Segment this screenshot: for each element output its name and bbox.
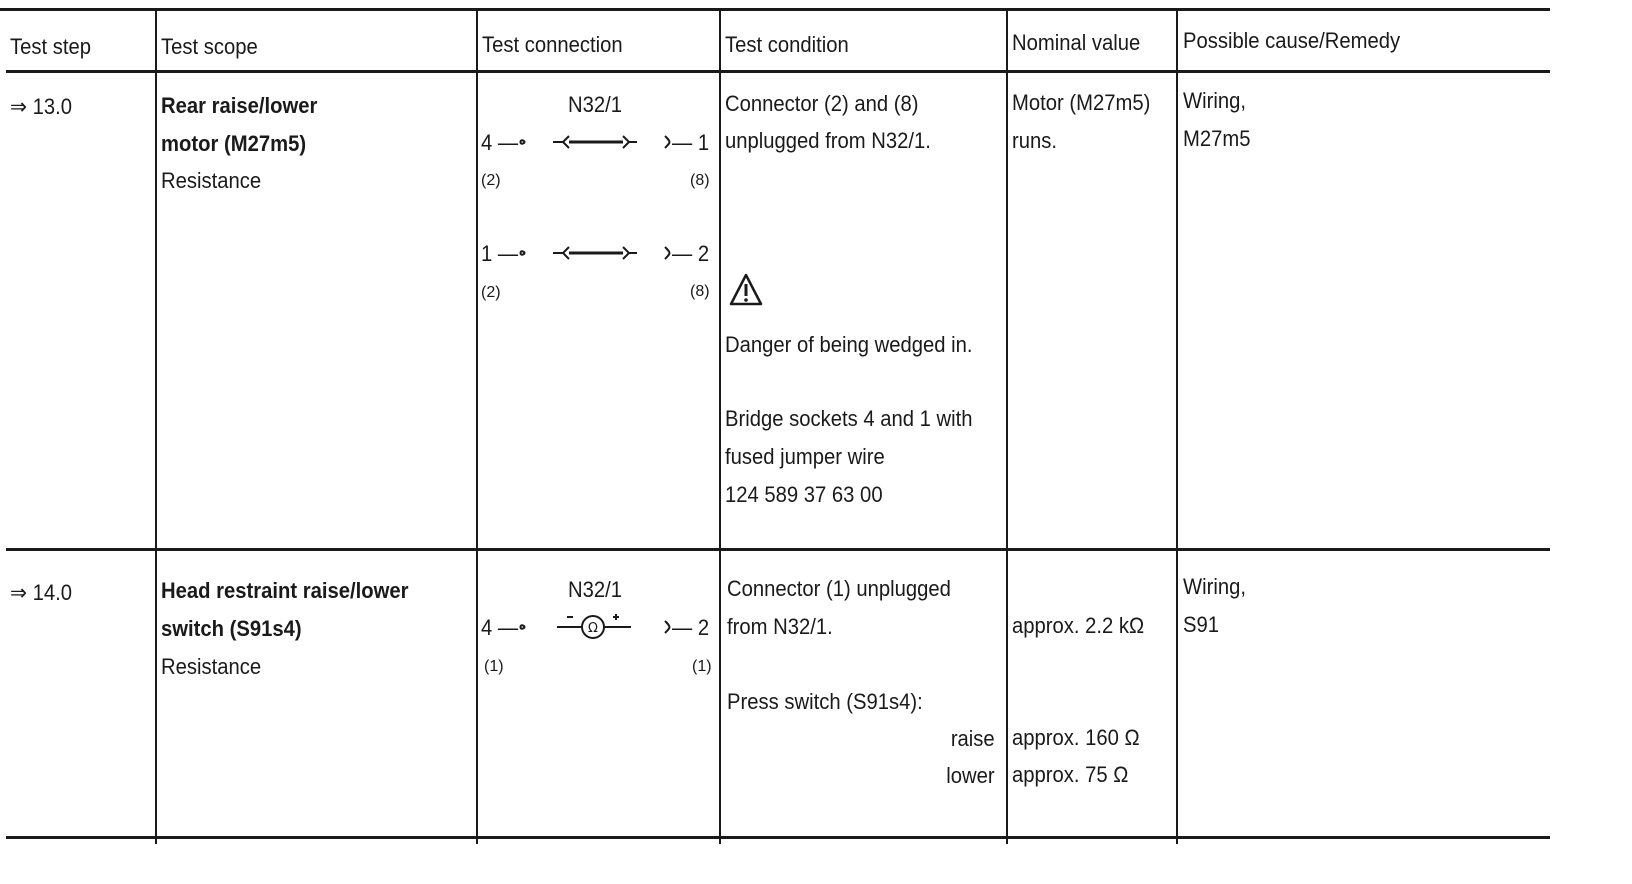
row-13-scope-line2: motor (M27m5) (161, 131, 307, 156)
row-14-condition-line2: from N32/1. (727, 614, 833, 639)
row-13-pair1-left: 4 — (481, 130, 519, 155)
row-14-connection-left: 4 — (481, 615, 519, 640)
row-13-pair2-left: 1 — (481, 241, 519, 266)
row-14-step: ⇒ 14.0 (10, 580, 72, 605)
row-13-condition-bridge1: Bridge sockets 4 and 1 with (725, 406, 973, 431)
row-14-cause-line2: S91 (1183, 612, 1220, 637)
col-divider-5 (1176, 8, 1178, 844)
row-14-scope-line3: Resistance (161, 654, 262, 679)
table-bottom-rule (6, 836, 1550, 839)
header-bottom-rule (6, 70, 1550, 73)
col-divider-4 (1006, 8, 1008, 844)
row-14-scope-line2: switch (S91s4) (161, 616, 302, 641)
row-13-condition-bridge3: 124 589 37 63 00 (725, 482, 883, 507)
header-possible-cause: Possible cause/Remedy (1183, 28, 1401, 53)
header-test-connection: Test connection (482, 32, 623, 57)
row-14-condition-line1: Connector (1) unplugged (727, 576, 951, 601)
row-13-pair1-right: — 1 (672, 130, 710, 155)
row-13-pair1-left-sub: (2) (481, 172, 501, 189)
header-nominal-value: Nominal value (1012, 30, 1141, 55)
row-13-nominal-line2: runs. (1012, 128, 1058, 153)
row-14-connection-left-sub: (1) (484, 658, 504, 675)
row-14-connection-title: N32/1 (568, 577, 623, 602)
row-14-cause-line1: Wiring, (1183, 574, 1246, 599)
warning-icon (728, 272, 764, 308)
row-14-condition-raise: raise (951, 726, 995, 751)
col-divider-1 (155, 8, 157, 844)
row-14-condition-press: Press switch (S91s4): (727, 689, 923, 714)
row-13-scope-line3: Resistance (161, 168, 262, 193)
col-divider-3 (719, 8, 721, 844)
row-13-step: ⇒ 13.0 (10, 94, 72, 119)
ohmmeter-icon (505, 610, 675, 644)
row-13-condition-warning: Danger of being wedged in. (725, 332, 973, 357)
row-14-nominal-raise: approx. 160 Ω (1012, 725, 1140, 750)
row-divider (6, 548, 1550, 551)
row-14-nominal-lower: approx. 75 Ω (1012, 762, 1129, 787)
row-13-pair2-right-sub: (8) (690, 283, 710, 300)
table-top-rule (0, 8, 1550, 11)
row-13-cause-line1: Wiring, (1183, 88, 1246, 113)
row-13-connection-title: N32/1 (568, 92, 623, 117)
row-14-connection-right-sub: (1) (692, 658, 712, 675)
row-14-nominal-base: approx. 2.2 kΩ (1012, 613, 1145, 638)
row-13-cause-line2: M27m5 (1183, 126, 1251, 151)
row-14-condition-lower: lower (946, 763, 995, 788)
row-13-motor-symbol-2 (505, 239, 675, 267)
row-14-scope-line1: Head restraint raise/lower (161, 578, 409, 603)
row-13-pair2-left-sub: (2) (481, 284, 501, 301)
row-13-motor-symbol-1 (505, 128, 675, 156)
row-13-pair1-right-sub: (8) (690, 172, 710, 189)
row-13-condition-line2: unplugged from N32/1. (725, 128, 931, 153)
header-test-step: Test step (10, 34, 92, 59)
row-14-connection-right: — 2 (672, 615, 710, 640)
svg-text:Ω: Ω (588, 621, 598, 636)
col-divider-2 (476, 8, 478, 844)
row-13-condition-line1: Connector (2) and (8) (725, 91, 919, 116)
row-13-pair2-right: — 2 (672, 241, 710, 266)
header-test-condition: Test condition (725, 32, 849, 57)
row-13-nominal-line1: Motor (M27m5) (1012, 90, 1151, 115)
row-13-scope-line1: Rear raise/lower (161, 93, 318, 118)
header-test-scope: Test scope (161, 34, 258, 59)
row-13-condition-bridge2: fused jumper wire (725, 444, 885, 469)
